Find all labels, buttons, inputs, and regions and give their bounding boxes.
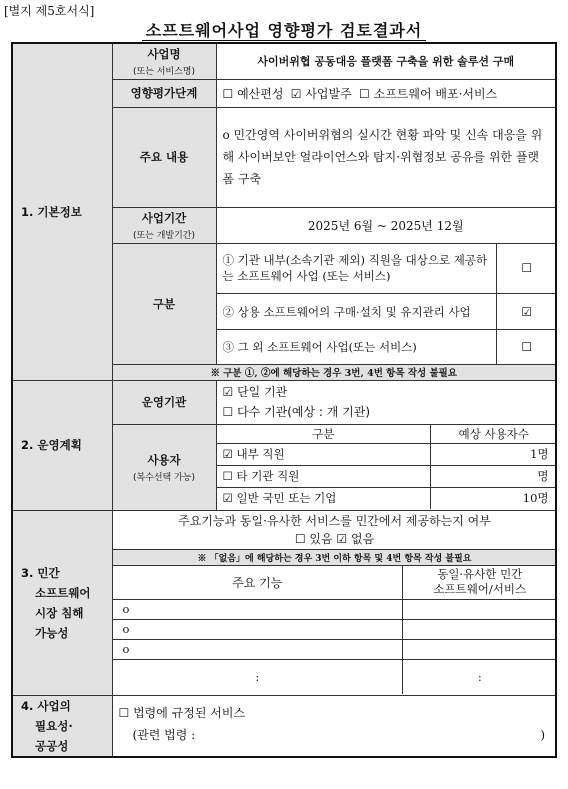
project-name-value: 사이버위협 공동대응 플랫폼 구축을 위한 솔루션 구매 [216,43,556,79]
period-sublabel: (또는 개발기간) [132,230,196,241]
page-title-text: 소프트웨어사업 영향평가 검토결과서 [142,21,426,41]
col-private-software: 동일·유사한 민간 소프트웨어/서비스 [403,565,557,599]
category-table [217,244,557,364]
user-cell [216,424,556,510]
law-service-checkbox[interactable]: ☐ 법령에 규정된 서비스 [118,705,246,720]
feature-row-ellipsis: : [113,659,403,694]
market-table [113,511,557,694]
market-question [113,511,557,549]
operator-options [216,380,556,424]
necessity-cell [112,695,556,757]
feature-row[interactable]: o [113,619,403,639]
page-title [0,18,568,41]
multi-org-checkbox[interactable]: ☐ 다수 기관(예상 : 개 기관) [222,405,371,419]
stage-label: 영향평가단계 [112,79,216,107]
section-necessity: 4. 사업의 필요성· 공공성 [12,695,112,757]
form-number: [별지 제5호서식] [4,4,95,18]
review-form-table [11,42,557,758]
user-table [217,425,557,509]
user-other-org-checkbox[interactable]: ☐ 타 기관 직원 [217,465,431,487]
operator-label: 운영기관 [112,380,216,424]
stage-deploy-checkbox[interactable]: ☐ 소프트웨어 배포·서비스 [359,86,498,101]
col-main-feature: 주요 기능 [113,565,403,599]
project-name-label: 사업명 (또는 서비스명) [112,43,216,79]
section-market-impact: 3. 민간 소프트웨어 시장 침해 가능성 [12,510,112,695]
user-col-count: 예상 사용자수 [431,425,557,443]
category-label: 구분 [112,243,216,364]
category-1-checkbox[interactable]: ☐ [497,244,557,294]
category-2-checkbox[interactable]: ☑ [497,294,557,330]
user-internal-checkbox[interactable]: ☑ 내부 직원 [217,443,431,465]
period-label: 사업기간 (또는 개발기간) [112,207,216,243]
related-law-field[interactable]: (관련 법령 : ) [132,727,545,742]
section-operation-plan: 2. 운영계획 [12,380,112,510]
private-row[interactable] [403,599,557,619]
market-answers[interactable]: ☐ 있음 ☑ 없음 [294,531,375,546]
feature-row[interactable]: o [113,639,403,659]
stage-options [216,79,556,107]
project-name-sublabel: (또는 서비스명) [132,66,196,77]
market-impact-cell [112,510,556,695]
private-row[interactable] [403,619,557,639]
stage-order-checkbox[interactable]: ☑ 사업발주 [290,86,352,101]
user-col-type: 구분 [217,425,431,443]
content-label: 주요 내용 [112,107,216,207]
category-3-checkbox[interactable]: ☐ [497,330,557,364]
market-note: ※ 「없음」에 해당하는 경우 3번 이하 항목 및 4번 항목 작성 불필요 [113,549,557,565]
period-value: 2025년 6월 ~ 2025년 12월 [216,207,556,243]
category-item-3: ③ 그 외 소프트웨어 사업(또는 서비스) [217,330,497,364]
user-other-org-count: 명 [431,465,557,487]
single-org-checkbox[interactable]: ☑ 단일 기관 [222,385,288,399]
section-basic-info: 1. 기본정보 [12,43,112,380]
private-row-ellipsis: : [403,659,557,694]
category-note: ※ 구분 ①, ②에 해당하는 경우 3번, 4번 항목 작성 불필요 [112,364,556,380]
private-row[interactable] [403,639,557,659]
market-question-text: 주요기능과 동일·유사한 서비스를 민간에서 제공하는지 여부 [178,513,491,528]
user-internal-count: 1명 [431,443,557,465]
category-item-2: ② 상용 소프트웨어의 구매·설치 및 유지관리 사업 [217,294,497,330]
user-label: 사용자 (복수선택 가능) [112,424,216,510]
feature-row[interactable]: o [113,599,403,619]
content-value: o 민간영역 사이버위협의 실시간 현황 파악 및 신속 대응을 위해 사이버보안 얼라이언스와 탐지·위협정보 공유를 위한 플랫폼 구축 [216,107,556,207]
user-sublabel: (복수선택 가능) [132,472,196,483]
user-public-checkbox[interactable]: ☑ 일반 국민 또는 기업 [217,487,431,509]
category-cell [216,243,556,364]
stage-budget-checkbox[interactable]: ☐ 예산편성 [222,86,284,101]
category-item-1: ① 기관 내부(소속기관 제외) 직원을 대상으로 제공하는 소프트웨어 사업 (또는 서비스) [217,244,497,294]
user-public-count: 10명 [431,487,557,509]
